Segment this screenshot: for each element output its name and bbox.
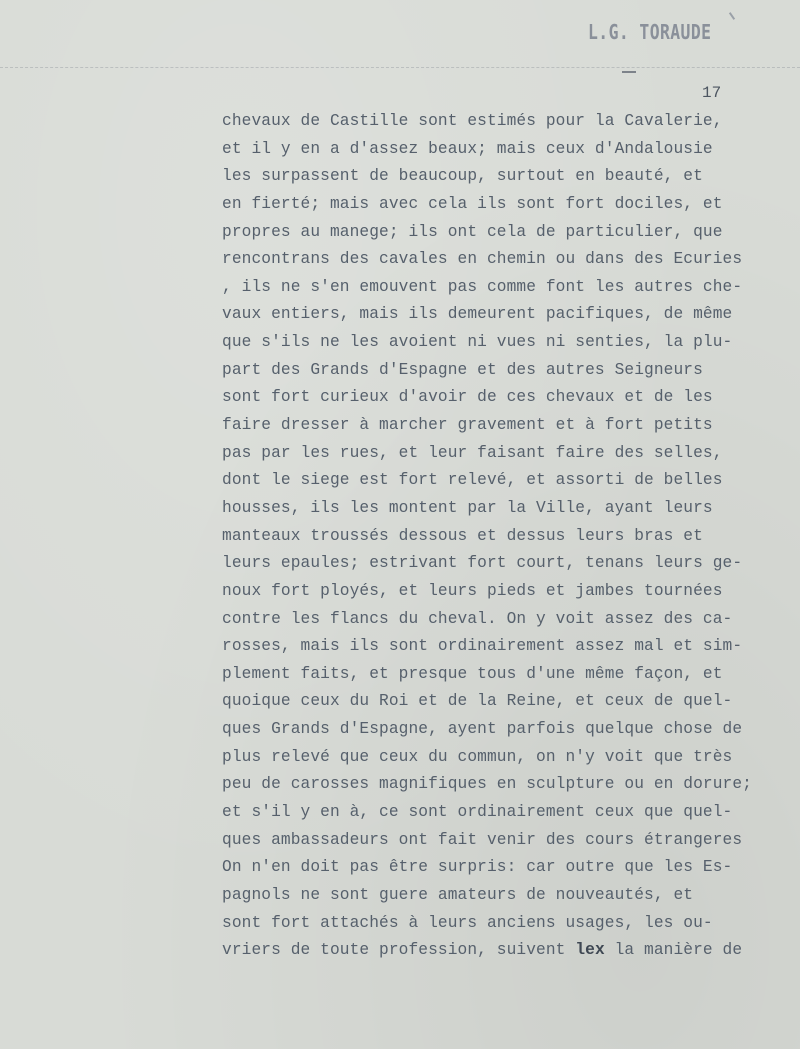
text-line: les surpassent de beaucoup, surtout en beauté, et [222,167,703,186]
text-line: en fierté; mais avec cela ils sont fort dociles, et [222,194,723,213]
text-line: , ils ne s'en emouvent pas comme font les autres che- [222,277,743,296]
text-line: vaux entiers, mais ils demeurent pacifiques, de même [222,305,733,324]
text-line: manteaux troussés dessous et dessus leurs bras et [222,526,703,545]
struck-word: lex [575,941,605,960]
text-line: que s'ils ne les avoient ni vues ni senties, la plu- [222,333,733,352]
text-segment: vriers de toute profession, suivent [222,941,576,960]
text-line: faire dresser à marcher gravement et à fort petits [222,416,713,435]
text-line: propres au manege; ils ont cela de particulier, que [222,222,723,241]
text-line: part des Grands d'Espagne et des autres Seigneurs [222,360,703,379]
text-line: housses, ils les montent par la Ville, ayant leurs [222,498,713,517]
text-line: sont fort curieux d'avoir de ces chevaux et de les [222,388,713,407]
text-line: contre les flancs du cheval. On y voit assez des ca- [222,609,733,628]
text-line: et s'il y en à, ce sont ordinairement ceux que quel- [222,803,733,822]
text-line: pagnols ne sont guere amateurs de nouveautés, et [222,885,694,904]
text-line: sont fort attachés à leurs anciens usages, les ou- [222,913,713,932]
text-line: ques Grands d'Espagne, ayent parfois quelque chose de [222,720,743,739]
text-line: chevaux de Castille sont estimés pour la Cavalerie, [222,112,723,130]
text-line: On n'en doit pas être surpris: car outre que les Es- [222,858,733,877]
body-text [222,108,800,965]
text-line-last [222,937,800,965]
page-number: 17 [702,84,722,102]
text-line: ques ambassadeurs ont fait venir des cours étrangeres [222,830,743,849]
text-line: plement faits, et presque tous d'une même façon, et [222,664,723,683]
text-line: quoique ceux du Roi et de la Reine, et ceux de quel- [222,692,733,711]
text-line: leurs epaules; estrivant fort court, tenans leurs ge- [222,554,743,573]
text-line: rencontrans des cavales en chemin ou dans des Ecuries [222,250,743,269]
text-line: pas par les rues, et leur faisant faire des selles, [222,443,723,462]
text-line: dont le siege est fort relevé, et assorti de belles [222,471,723,490]
stamp-mark [729,12,735,20]
text-line: rosses, mais ils sont ordinairement assez mal et sim- [222,637,743,656]
text-line: plus relevé que ceux du commun, on n'y voit que très [222,747,733,766]
text-segment: la manière de [604,941,743,960]
header-dash [622,71,636,73]
text-line: peu de carosses magnifiques en sculpture ou en dorure; [222,775,752,794]
text-line: et il y en a d'assez beaux; mais ceux d'Andalousie [222,139,713,158]
author-stamp: L.G. TORAUDE [588,20,712,44]
text-line: noux fort ployés, et leurs pieds et jambes tournées [222,581,723,600]
header-rule [0,67,800,68]
